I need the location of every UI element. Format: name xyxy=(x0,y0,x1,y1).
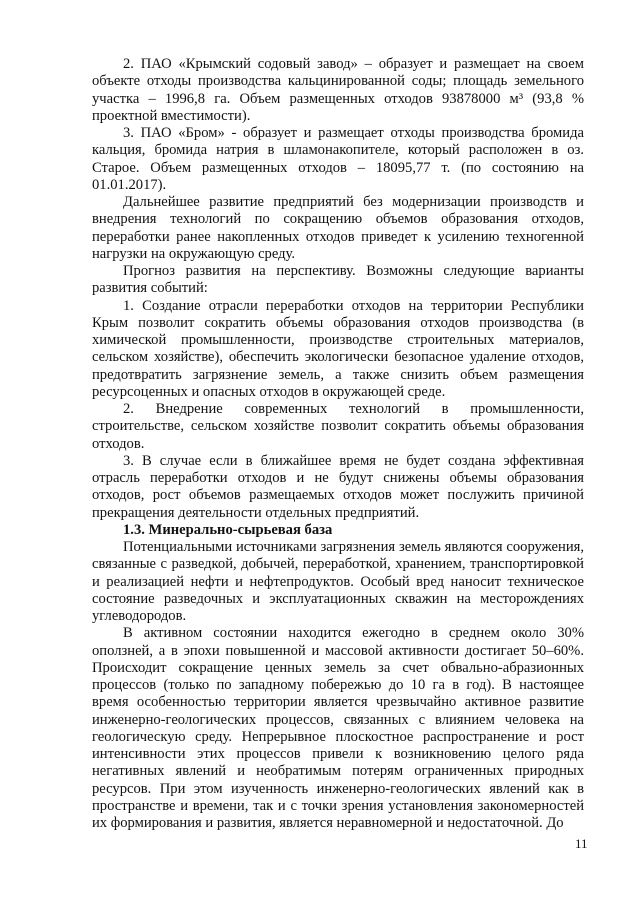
page-number: 11 xyxy=(575,836,588,851)
paragraph: Потенциальными источниками загрязнения земель являются сооружения, связанные с разведкой, добычей, переработкой, хранением, транспортировкой и реализацией нефти и нефтепродуктов. Особый вред наносит техническое состояние разведочных и эксплуатационных скважин на месторождениях углеводородов. xyxy=(92,539,584,624)
section-heading: 1.3. Минерально-сырьевая база xyxy=(123,521,333,538)
paragraph: Прогноз развития на перспективу. Возможны следующие варианты развития событий: xyxy=(92,263,584,297)
document-body xyxy=(92,56,584,832)
paragraph: 3. В случае если в ближайшее время не будет создана эффективная отрасль переработки отходов и не будут снижены объемы образования отходов, рост объемов размещаемых отходов может послужить причиной прекращения деятельности отдельных предприятий. xyxy=(92,452,584,521)
paragraph: 2. ПАО «Крымский содовый завод» – образует и размещает на своем объекте отходы производства кальцинированной соды; площадь земельного участка – 1996,8 га. Объем размещенных отходов 93878000 м³ (93,8 % проектной вместимости). xyxy=(92,56,584,124)
paragraph: В активном состоянии находится ежегодно в среднем около 30% оползней, а в эпохи повышенной и массовой активности достигает 50–60%. Происходит сокращение ценных земель за счет обвально-абразионных процессов (только по западному побережью до 10 га в год). В настоящее время особенностью территории является чрезвычайно активное развитие инженерно-геологических процессов, связанных с влиянием человека на геологическую среду. Непрерывное плоскостное распространение и рост интенсивности этих процессов привели к возникновению целого ряда негативных явлений и необратимым потерям ограниченных природных ресурсов. При этом изученность инженерно-геологических явлений как в пространстве и времени, так и с точки зрения установления закономерностей их формирования и развития, является неравномерной и недостаточной. До xyxy=(92,625,584,831)
paragraph: 1. Создание отрасли переработки отходов на территории Республики Крым позволит сократить объемы образования отходов производства (в химической промышленности, производстве строительных материалов, сельском хозяйстве), обеспечить экологически безопасное удаление отходов, предотвратить загрязнение земель, а также снизить объем размещения ресурсоценных и опасных отходов в окружающей среде. xyxy=(92,297,584,400)
paragraph: 3. ПАО «Бром» - образует и размещает отходы производства бромида кальция, бромида натрия в шламонакопителе, который расположен в оз. Старое. Объем размещенных отходов – 18095,77 т. (по состоянию на 01.01.2017). xyxy=(92,125,584,193)
paragraph: 2. Внедрение современных технологий в промышленности, строительстве, сельском хозяйстве позволит сократить объемы образования отходов. xyxy=(92,401,584,452)
paragraph: Дальнейшее развитие предприятий без модернизации производств и внедрения технологий по сокращению объемов образования отходов, переработки ранее накопленных отходов приведет к усилению техногенной нагрузки на окружающую среду. xyxy=(92,194,584,262)
